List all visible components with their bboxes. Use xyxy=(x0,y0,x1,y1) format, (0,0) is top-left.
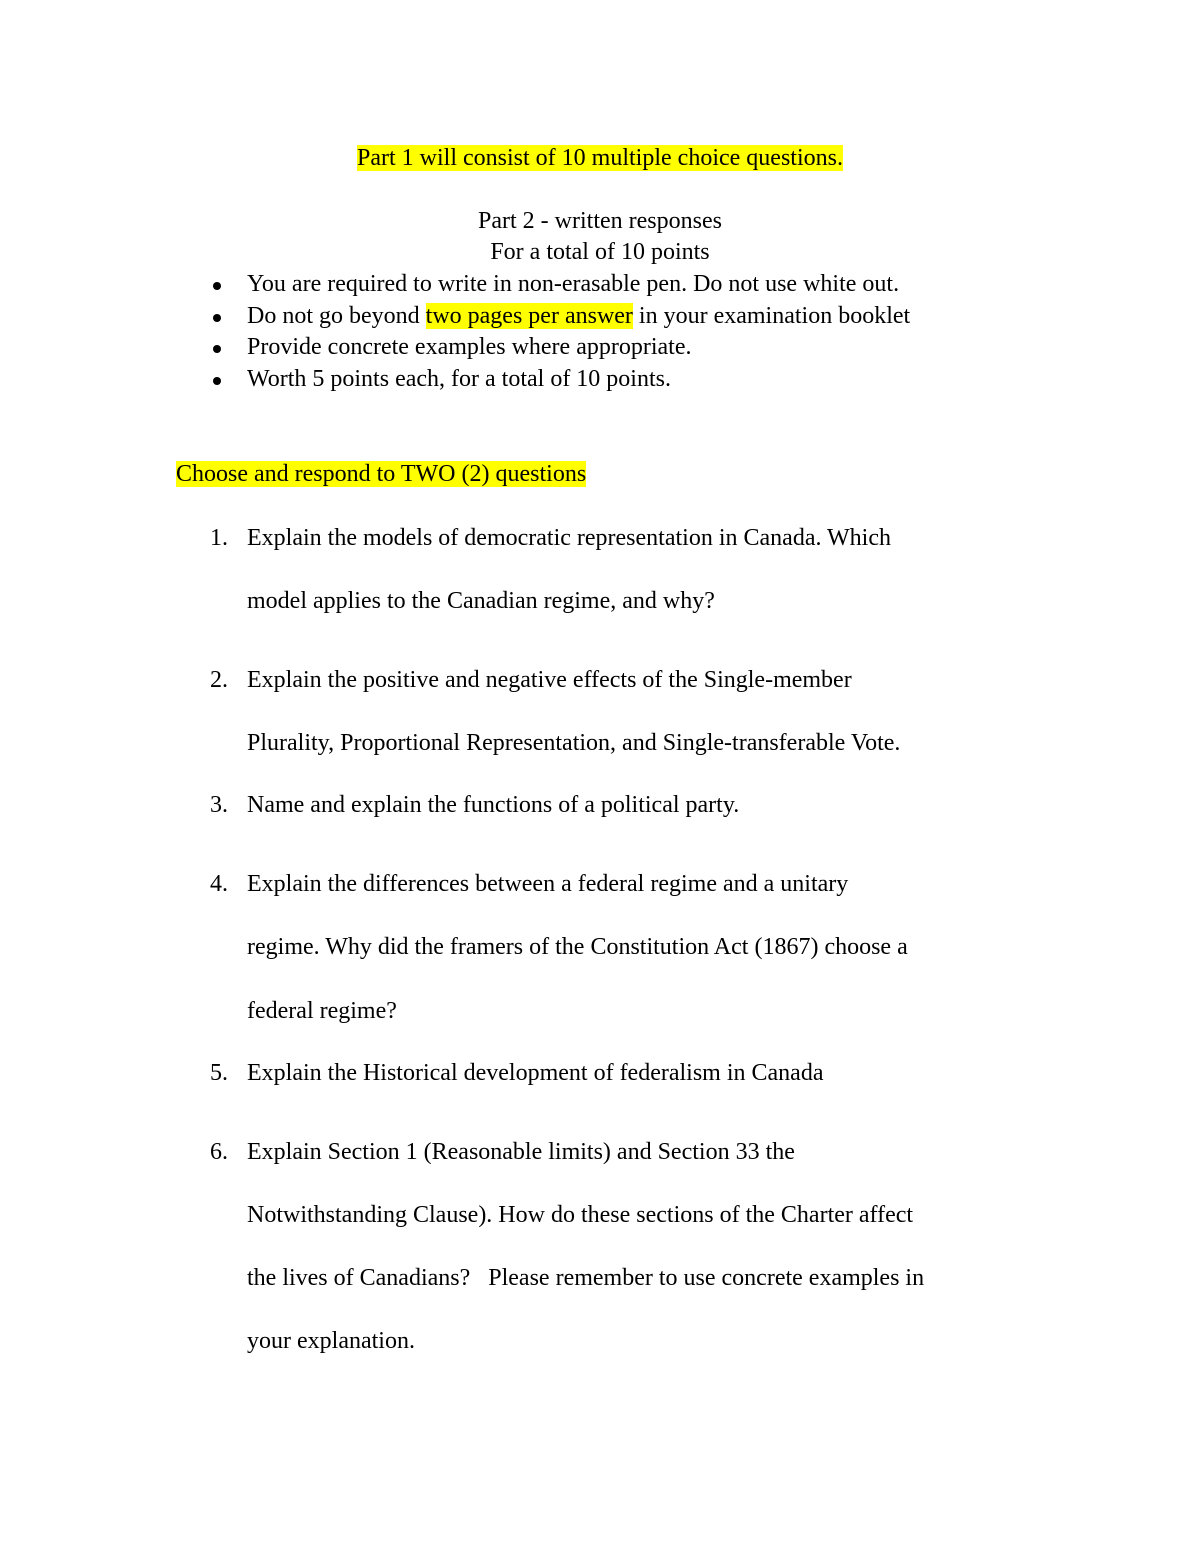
instruction-list xyxy=(210,269,910,395)
question-line: Explain Section 1 (Reasonable limits) and Section 33 the xyxy=(247,1139,795,1165)
question-line: your explanation. xyxy=(247,1328,415,1354)
question-line: the lives of Canadians? Please remember to use concrete examples in xyxy=(247,1265,925,1291)
question-line: Explain the differences between a federal regime and a unitary xyxy=(247,871,849,897)
question-line: Plurality, Proportional Representation, and Single-transferable Vote. xyxy=(247,730,901,756)
part1-text: Part 1 will consist of 10 multiple choice questions. xyxy=(357,145,843,171)
bullet-icon xyxy=(213,282,221,290)
question-number: 6. xyxy=(210,1139,228,1165)
bullet-icon xyxy=(213,377,221,385)
part2-subtitle: For a total of 10 points xyxy=(490,239,710,265)
choose-heading: Choose and respond to TWO (2) questions xyxy=(176,461,587,487)
question-number: 1. xyxy=(210,525,228,551)
instruction-text: You are required to write in non-erasable pen. Do not use white out. xyxy=(247,271,900,297)
part1-line xyxy=(0,143,1200,173)
question-line: federal regime? xyxy=(247,998,397,1024)
question-line: Explain the Historical development of federalism in Canada xyxy=(247,1060,824,1086)
question-number: 3. xyxy=(210,792,228,818)
instruction-text: Provide concrete examples where appropriate. xyxy=(247,334,692,361)
instruction-item xyxy=(210,301,910,333)
question-number: 2. xyxy=(210,667,228,693)
question-number: 5. xyxy=(210,1060,228,1086)
part2-title: Part 2 - written responses xyxy=(478,208,722,234)
instruction-item xyxy=(210,269,910,301)
question-line: Name and explain the functions of a political party. xyxy=(247,792,740,818)
instruction-item xyxy=(210,332,910,364)
instruction-text: Worth 5 points each, for a total of 10 points. xyxy=(247,365,671,392)
bullet-icon xyxy=(213,314,221,322)
instruction-text-after: in your examination booklet xyxy=(632,302,911,329)
instruction-item xyxy=(210,364,910,396)
question-line: model applies to the Canadian regime, and why? xyxy=(247,588,715,614)
instruction-text: Do not go beyond xyxy=(247,302,426,329)
question-line: regime. Why did the framers of the Constitution Act (1867) choose a xyxy=(247,934,908,960)
question-number: 4. xyxy=(210,871,228,897)
choose-heading-line xyxy=(176,459,586,489)
question-line: Notwithstanding Clause). How do these sections of the Charter affect xyxy=(247,1202,914,1228)
instruction-highlight: two pages per answer xyxy=(425,302,633,329)
question-line: Explain the models of democratic representation in Canada. Which xyxy=(247,525,892,551)
question-line: Explain the positive and negative effects of the Single-member xyxy=(247,667,852,693)
bullet-icon xyxy=(213,345,221,353)
